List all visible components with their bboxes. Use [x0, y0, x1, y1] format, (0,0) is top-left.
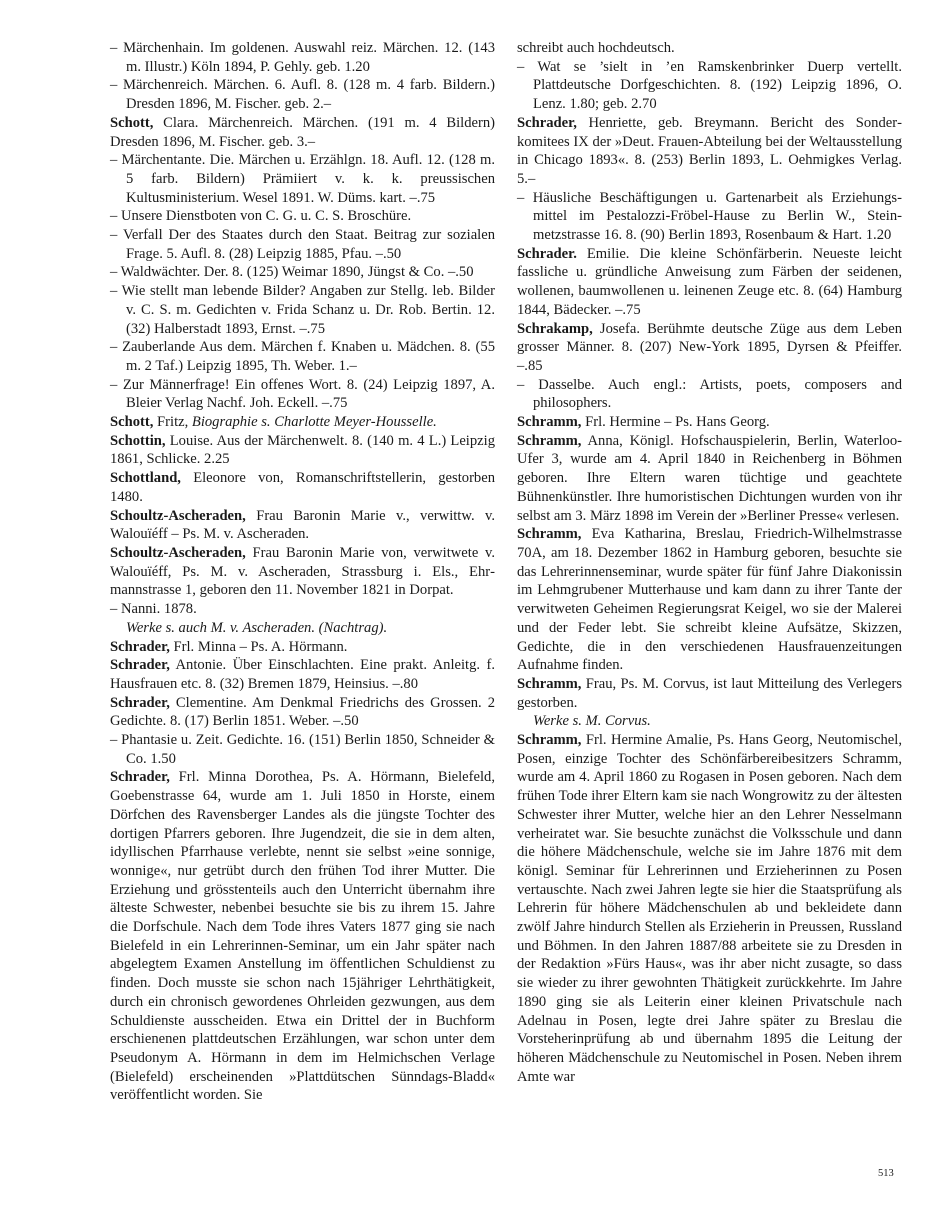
entry-text: Frl. Minna – Ps. A. Hörmann.	[169, 638, 348, 655]
entry	[110, 544, 495, 600]
entry-headword: Schrader,	[110, 694, 170, 711]
entry-headword: Schott,	[110, 414, 154, 431]
entry-text: Frl. Hermine Amalie, Ps. Hans Georg, Neutomischel, Posen, einzige Tochter des Schönfärbereibesitzers Schramm, wurde am 4. April 1860 zu Rogasen in Posen geboren. Nach dem frühen Tode ihrer Eltern kam sie nach Wongrowitz zu der ältesten Schwester ihrer Mutter, welche hier an den Lehrer Nesselmann verheiratet war. Sie besuchte zunächst die Volksschule und dann die höhere Mädchenschule, welche sie im Jahre 1876 mit dem königl. Seminar für Lehrerinnen und Erzieherinnen zu Posen vertauschte. Nach zwei Jahren legte sie hier die Staatsprüfung als Lehrerin für höhere Mädchenschulen ab und bekleidete dann zwölf Jahre hindurch Stellen als Erzieherin in Preussen, Russland und Böhmen. In den Jahren 1887/88 arbeitete sie zu Dresden in der Redaktion »Fürs Haus«, was ihr aber nicht zusagte, so dass sie wieder zu ihrer gewohnten Thätigkeit zurückkehrte. Im Jahre 1890 ging sie als Leiterin einer kleinen Privatschule nach Adelnau in Posen, legte drei Jahre später zu Breslau die Vorsteherinprüfung ab und übernahm 1895 die Leitung der höheren Mädchenschule zu Neutomischel in Posen. Neben ihrem Amte war	[517, 732, 902, 1085]
entry	[517, 731, 902, 1086]
entry-text: Fritz,	[153, 414, 192, 431]
entry-headword: Schoultz-Ascheraden,	[110, 544, 246, 561]
entry	[517, 376, 902, 413]
entry-headword: Schoultz-Ascheraden,	[110, 507, 246, 524]
entry	[110, 76, 495, 113]
entry-italic-text: Biographie s. Charlotte Meyer-Housselle.	[191, 414, 437, 431]
entry-text: – Zauberlande Aus dem. Märchen f. Knaben u. Mädchen. 8. (55 m. 2 Taf.) Leipzig 1895, Th. Weber. 1.–	[110, 339, 495, 374]
entry-text: – Märchenhain. Im goldenen. Auswahl reiz. Märchen. 12. (143 m. Illustr.) Köln 1894, P. Gehly. geb. 1.20	[110, 40, 495, 75]
entry	[110, 114, 495, 151]
entry	[110, 151, 495, 207]
entry-headword: Schrader,	[110, 638, 170, 655]
entry-headword: Schramm,	[517, 732, 582, 749]
entry	[517, 525, 902, 675]
entry-text: – Unsere Dienstboten von C. G. u. C. S. Broschüre.	[110, 208, 412, 225]
entry-headword: Schramm,	[517, 414, 582, 431]
entry	[110, 207, 495, 226]
entry	[110, 39, 495, 76]
entry-text: Henriette, geb. Breymann. Bericht des Sonderkomitees IX der »Deut. Frauen-Abteilung bei der Weltausstellung in Chicago 1893«. 8. (253) Berlin 1893, L. Oehmigkes Verlag. 5.–	[517, 114, 902, 187]
entry	[110, 656, 495, 693]
entry-text: Louise. Aus der Märchenwelt. 8. (140 m. 4 L.) Leipzig 1861, Schlicke. 2.25	[110, 432, 495, 468]
left-column	[110, 39, 495, 1105]
entry	[517, 320, 902, 376]
entry-text: Anna, Königl. Hofschauspielerin, Berlin, Waterloo-Ufer 3, wurde am 4. April 1840 in Reichenberg in Böhmen geboren. Ihre Eltern waren tüchtige und geachtete Bühnenkünstler. Ihre humoristischen Dichtungen wurden von ihr selbst am 3. März 1898 im Verein der »Berliner Presse« verlesen.	[517, 432, 902, 524]
entry-text: – Märchenreich. Märchen. 6. Aufl. 8. (128 m. 4 farb. Bildern.) Dresden 1896, M. Fischer. geb. 2.–	[110, 77, 495, 113]
entry-text: schreibt auch hochdeutsch.	[517, 40, 675, 56]
entry-text: – Waldwächter. Der. 8. (125) Weimar 1890, Jüngst & Co. –.50	[110, 264, 474, 281]
entry	[110, 694, 495, 731]
entry-headword: Schramm,	[517, 432, 582, 449]
entry	[517, 413, 902, 432]
entry-text: – Häusliche Beschäftigungen u. Gartenarbeit als Erziehungsmittel im Pestalozzi-Fröbel-Hause zu Berlin W., Steinmetzstrasse 16. 8. (90) Berlin 1893, Rosenbaum & Hart. 1.20	[517, 189, 902, 244]
entry-text: Josefa. Berühmte deutsche Züge aus dem Leben grosser Männer. 8. (207) New-York 1895, Dyrsen & Pfeiffer. –.85	[517, 320, 902, 374]
entry	[110, 768, 495, 1105]
entry-headword: Schrader.	[517, 245, 577, 262]
entry-text: Frau, Ps. M. Corvus, ist laut Mitteilung des Verlegers gestorben.	[517, 675, 902, 711]
entry	[517, 58, 902, 114]
page-number: 513	[878, 1168, 894, 1179]
entry	[110, 376, 495, 413]
entry-text: – Nanni. 1878.	[110, 601, 197, 618]
entry-headword: Schott,	[110, 114, 154, 131]
entry-text: Clara. Märchenreich. Märchen. (191 m. 4 Bildern) Dresden 1896, M. Fischer. geb. 3.–	[110, 114, 495, 150]
entry-text: Frl. Hermine – Ps. Hans Georg.	[581, 414, 770, 431]
entry-headword: Schottland,	[110, 470, 181, 487]
entry	[517, 114, 902, 189]
entry-headword: Schrader,	[110, 657, 170, 674]
entry-text: Antonie. Über Einschlachten. Eine prakt. Anleitg. f. Hausfrauen etc. 8. (32) Bremen 1879, Heinsius. –.80	[110, 657, 495, 692]
entry	[110, 619, 495, 638]
entry-text: Eleonore von, Romanschriftstellerin, gestorben 1480.	[110, 470, 495, 505]
entry	[110, 731, 495, 768]
entry	[517, 675, 902, 712]
entry-text: – Märchentante. Die. Märchen u. Erzählgn. 18. Aufl. 12. (128 m. 5 farb. Bildern) Prämiiert v. k. k. preussischen Kultusministerium. Wesel 1891. W. Düms. kart. –.75	[110, 152, 495, 206]
entry-text: Clementine. Am Denkmal Friedrichs des Grossen. 2 Gedichte. 8. (17) Berlin 1851. Weber. –.50	[110, 694, 495, 730]
entry	[517, 245, 902, 320]
entry	[110, 413, 495, 432]
entry	[517, 189, 902, 245]
entry-text: – Verfall Der des Staates durch den Staat. Beitrag zur sozialen Frage. 5. Aufl. 8. (28) Leipzig 1885, Pfau. –.50	[110, 227, 495, 262]
entry-text: Werke s. auch M. v. Ascheraden. (Nachtrag).	[126, 619, 388, 636]
entry-headword: Schramm,	[517, 675, 582, 692]
entry	[110, 263, 495, 282]
entry-text: Werke s. M. Corvus.	[533, 713, 651, 730]
entry-headword: Schrakamp,	[517, 320, 593, 337]
entry	[517, 39, 902, 58]
entry-text: Eva Katharina, Breslau, Friedrich-Wilhelmstrasse 70A, am 18. Dezember 1862 in Hamburg geboren, besuchte sie das Lehrerinnenseminar, wurde später für fünf Jahre Diakonissin im Lehmgrubener Mutterhause und kam dann zu ihrer Tante der verwitweten Geheimen Regierungsrat Keigel, wo sie der Malerei und der Feder lebt. Sie schreibt kleine Aufsätze, Skizzen, Gedichte, die in den verschiedenen Hausfrauenzeitungen Aufnahme finden.	[517, 526, 902, 674]
entry	[110, 507, 495, 544]
entry	[110, 338, 495, 375]
entry-text: – Dasselbe. Auch engl.: Artists, poets, composers and philosophers.	[517, 376, 902, 412]
entry	[517, 432, 902, 526]
entry-headword: Schrader,	[517, 114, 577, 131]
entry-text: Frl. Minna Dorothea, Ps. A. Hörmann, Bielefeld, Goebenstrasse 64, wurde am 1. Juli 1850 in Horste, einem Dörfchen des Ravensberger Landes als die jüngste Tochter des dortigen Pfarrers geboren. Ihre Jugendzeit, die sie in dem alten, idyllischen Pfarrhause verlebte, nennt sie selbst »eine sonnige, wonnige«, nur getrübt durch den frühen Tod ihrer Mutter. Die Erziehung und grösstenteils auch den Unterricht übernahm ihre älteste Schwester, nebenbei besuchte sie bis zu ihrem 15. Jahre die Dorfschule. Nach dem Tode ihres Vaters 1877 ging sie nach Bielefeld in ein Lehrerinnen-Seminar, um ein Jahr später nach abgelegtem Examen Anstellung im öffentlichen Schuldienst zu finden. Doch musste sie schon nach 15jähriger Lehrthätigkeit, durch ein chronisch gewordenes Ohrleiden gezwungen, aus dem Schuldienste ausscheiden. Etwa ein Drittel der in Buchform erschienenen plattdeutschen Erzählungen, war schon unter dem Pseudonym A. Hörmann in dem im Helmichschen Verlage (Bielefeld) erscheinenden »Plattdütschen Sünndags-Bladd« veröffentlicht worden. Sie	[110, 769, 495, 1104]
entry-text: – Wat se ’sielt in ’en Ramskenbrinker Duerp vertellt. Plattdeutsche Dorfgeschichten. 8. (192) Leipzig 1896, O. Lenz. 1.80; geb. 2.70	[517, 58, 902, 113]
entry	[110, 638, 495, 657]
entry-text: – Phantasie u. Zeit. Gedichte. 16. (151) Berlin 1850, Schneider & Co. 1.50	[110, 732, 495, 767]
entry-headword: Schottin,	[110, 432, 166, 449]
entry-text: Frau Baronin Marie von, verwitwete v. Walouïéff, Ps. M. v. Ascheraden, Strassburg i. Els., Ehrmannstrasse 1, geboren den 11. November 1821 in Dorpat.	[110, 544, 495, 599]
entry	[110, 469, 495, 506]
entry-text: Emilie. Die kleine Schönfärberin. Neueste leicht fassliche u. gründliche Anweisung zum Färben der seidenen, wollenen, baumwollenen u. leinenen Zeuge etc. 8. (64) Hamburg 1844, Bädecker. –.75	[517, 245, 902, 318]
entry	[110, 282, 495, 338]
entry	[110, 600, 495, 619]
entry-headword: Schrader,	[110, 769, 170, 786]
entry	[110, 432, 495, 469]
entry-text: – Zur Männerfrage! Ein offenes Wort. 8. (24) Leipzig 1897, A. Bleier Verlag Nachf. Joh. Eckell. –.75	[110, 376, 495, 412]
entry-text: Frau Baronin Marie v., verwittw. v. Walouïéff – Ps. M. v. Ascheraden.	[110, 507, 495, 543]
entry-text: – Wie stellt man lebende Bilder? Angaben zur Stellg. leb. Bilder v. C. S. m. Gedichten v. Frida Schanz u. Dr. Rob. Bertin. 12. (32) Halberstadt 1893, Ernst. –.75	[110, 283, 495, 337]
entry	[517, 712, 902, 731]
entry	[110, 226, 495, 263]
right-column	[517, 39, 902, 1086]
entry-headword: Schramm,	[517, 526, 582, 543]
